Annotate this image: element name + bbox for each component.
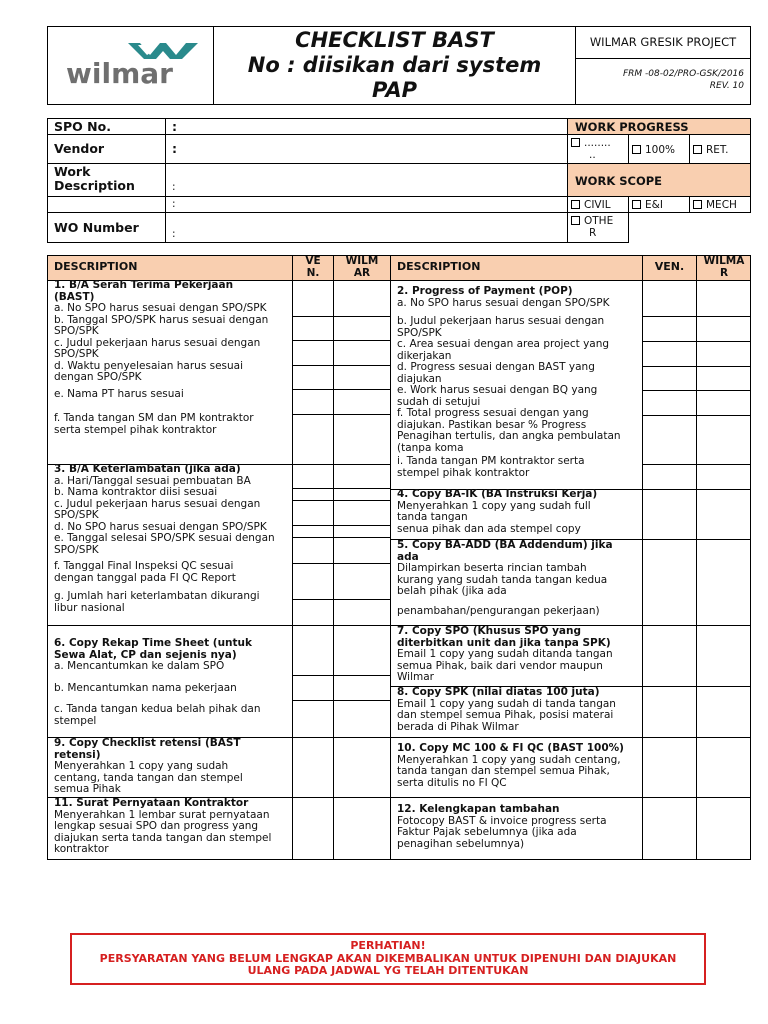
workdesc-colon: : xyxy=(172,181,176,193)
wilmar-header-left xyxy=(334,256,390,279)
vendor-label: Vendor xyxy=(47,134,166,164)
s8-title: 8. Copy SPK (nilai diatas 100 juta) xyxy=(397,686,600,698)
left-section-9 xyxy=(54,738,290,796)
right-section-4 xyxy=(397,489,641,535)
s5-text-4: penambahan/pengurangan pekerjaan) xyxy=(397,604,600,617)
s2-item-c-1: c. Area sesuai dengan area project yang xyxy=(397,338,610,350)
ven-header-left xyxy=(293,256,333,279)
wilmar-header-right xyxy=(697,256,751,279)
wilmar-header-right-1: WILMA xyxy=(703,255,745,267)
s11-text-3: diajukan serta tanda tangan dan stempel xyxy=(54,831,272,844)
left-section-1 xyxy=(54,280,290,436)
s9-title-2: retensi) xyxy=(54,748,101,761)
ws-ei-label: E&I xyxy=(645,199,663,211)
s9-title-1: 9. Copy Checklist retensi (BAST xyxy=(54,737,241,749)
right-section-12 xyxy=(397,804,641,850)
s2-title: 2. Progress of Payment (POP) xyxy=(397,285,573,297)
desc-header-left: DESCRIPTION xyxy=(54,260,138,273)
title-line-3: PAP xyxy=(371,78,418,102)
s1-item-c-1: c. Judul pekerjaan harus sesuai dengan xyxy=(54,336,261,349)
ws-other-label: OTHE xyxy=(584,215,614,227)
s1-item-d-2: dengan SPO/SPK xyxy=(54,371,142,383)
s4-text-2: tanda tangan xyxy=(397,511,468,523)
s1-item-d-1: d. Waktu penyelesaian harus sesuai xyxy=(54,359,244,372)
work-scope-header: WORK SCOPE xyxy=(567,163,751,197)
wp-partial-dots-2: .. xyxy=(589,148,596,161)
s3-item-e-2: SPO/SPK xyxy=(54,543,99,556)
s3-item-f-1: f. Tanggal Final Inspeksi QC sesuai xyxy=(54,560,234,572)
vendor-colon: : xyxy=(172,141,177,156)
s6-item-b: b. Mencantumkan nama pekerjaan xyxy=(54,681,237,694)
s2-item-b-1: b. Judul pekerjaan harus sesuai dengan xyxy=(397,315,605,327)
s11-text-2: lengkap sesuai SPO dan progress yang xyxy=(54,820,259,832)
s12-text-1: Fotocopy BAST & invoice progress serta xyxy=(397,814,607,827)
s5-text-2: kurang yang sudah tanda tangan kedua xyxy=(397,573,608,586)
s12-text-2: Faktur Pajak sebelumnya (jika ada xyxy=(397,826,577,838)
s11-text-4: kontraktor xyxy=(54,843,109,855)
notice-line-1: PERSYARATAN YANG BELUM LENGKAP AKAN DIKEMBALIKAN UNTUK DIPENUHI DAN DIAJUKAN xyxy=(99,951,677,965)
s6-item-c-1: c. Tanda tangan kedua belah pihak dan xyxy=(54,703,261,715)
s1-item-b-1: b. Tanggal SPO/SPK harus sesuai dengan xyxy=(54,313,269,326)
ws-mech-label: MECH xyxy=(706,199,737,211)
left-section-11 xyxy=(54,798,290,856)
ven-header-left-2: N. xyxy=(306,266,320,279)
s8-text-2: dan stempel semua Pihak, posisi materai xyxy=(397,709,614,721)
s2-item-f-1: f. Total progress sesuai dengan yang xyxy=(397,407,589,419)
s1-title-1: 1. B/A Serah Terima Pekerjaan xyxy=(54,279,234,291)
s6-item-a: a. Mencantumkan ke dalam SPO xyxy=(54,660,225,672)
s11-text-1: Menyerahkan 1 lembar surat pernyataan xyxy=(54,808,270,821)
s7-text-3: Wilmar xyxy=(397,671,434,683)
right-section-5 xyxy=(397,540,641,617)
s1-item-c-2: SPO/SPK xyxy=(54,348,99,360)
s8-text-3: berada di Pihak Wilmar xyxy=(397,720,519,733)
s5-text-3: belah pihak (jika ada xyxy=(397,585,507,597)
s1-item-f-1: f. Tanda tangan SM dan PM kontraktor xyxy=(54,412,254,424)
s9-text-1: Menyerahkan 1 copy yang sudah xyxy=(54,760,229,772)
s2-item-i-1: i. Tanda tangan PM kontraktor serta xyxy=(397,455,585,467)
s3-item-c-2: SPO/SPK xyxy=(54,509,99,521)
s2-item-f-2: diajukan. Pastikan besar % Progress xyxy=(397,418,587,431)
form-number: FRM -08-02/PRO-GSK/2016 xyxy=(622,69,744,79)
spo-colon: : xyxy=(172,119,177,134)
s9-text-2: centang, tanda tangan dan stempel xyxy=(54,771,243,784)
s3-title: 3. B/A Keterlambatan (jika ada) xyxy=(54,463,241,475)
s2-item-b-2: SPO/SPK xyxy=(397,326,442,339)
s10-text-3: serta ditulis no FI QC xyxy=(397,776,507,789)
s2-item-a: a. No SPO harus sesuai dengan SPO/SPK xyxy=(397,296,610,309)
s6-title-1: 6. Copy Rekap Time Sheet (untuk xyxy=(54,637,252,649)
wilmar-header-right-2: R xyxy=(719,266,729,279)
s5-title-2: ada xyxy=(397,550,419,563)
logo-text: wilmar xyxy=(66,57,173,90)
s8-text-1: Email 1 copy yang sudah di tanda tangan xyxy=(397,697,616,710)
right-section-2 xyxy=(397,286,641,479)
s2-item-d-1: d. Progress sesuai dengan BAST yang xyxy=(397,361,595,373)
s2-item-c-2: dikerjakan xyxy=(397,349,452,362)
s3-item-a: a. Hari/Tanggal sesuai pembuatan BA xyxy=(54,474,251,487)
wp-ret-label: RET. xyxy=(706,144,729,156)
right-section-7 xyxy=(397,626,641,684)
s7-title-2: diterbitkan unit dan jika tanpa SPK) xyxy=(397,636,611,649)
ws-other-label-2: R xyxy=(589,226,597,239)
title-line-2: No : diisikan dari system xyxy=(247,53,542,77)
wilmar-header-left-2: AR xyxy=(353,266,371,279)
s5-title-1: 5. Copy BA-ADD (BA Addendum) jika xyxy=(397,539,613,551)
spo-label: SPO No. xyxy=(47,118,166,135)
s4-title: 4. Copy BA-IK (BA Instruksi Kerja) xyxy=(397,488,598,500)
s1-title-2: (BAST) xyxy=(54,290,95,303)
left-section-3 xyxy=(54,464,290,614)
s3-item-g-1: g. Jumlah hari keterlambatan dikurangi xyxy=(54,590,260,602)
s4-text-1: Menyerahkan 1 copy yang sudah full xyxy=(397,499,591,512)
work-progress-header: WORK PROGRESS xyxy=(567,118,751,135)
s10-title: 10. Copy MC 100 & FI QC (BAST 100%) xyxy=(397,742,624,754)
s3-item-g-2: libur nasional xyxy=(54,601,125,614)
s7-text-2: semua Pihak, baik dari vendor maupun xyxy=(397,659,603,672)
ven-header-left-1: VE xyxy=(305,255,321,267)
s6-item-c-2: stempel xyxy=(54,714,97,727)
desc-header-right: DESCRIPTION xyxy=(397,260,481,273)
s12-title: 12. Kelengkapan tambahan xyxy=(397,803,560,815)
s1-item-e: e. Nama PT harus sesuai xyxy=(54,387,184,400)
wilmar-header-left-1: WILM xyxy=(345,255,379,267)
s3-item-f-2: dengan tanggal pada FI QC Report xyxy=(54,571,236,584)
s10-text-2: tanda tangan dan stempel semua Pihak, xyxy=(397,765,610,777)
notice-box xyxy=(70,933,706,985)
right-section-8 xyxy=(397,687,641,733)
s12-text-3: penagihan sebelumnya) xyxy=(397,837,525,850)
s4-text-3: senua pihak dan ada stempel copy xyxy=(397,522,581,535)
wp-partial-dots: ........ xyxy=(584,137,611,149)
wp-100-label: 100% xyxy=(645,144,676,156)
workdesc-label-2: Description xyxy=(54,178,135,193)
wo-label: WO Number xyxy=(47,212,166,243)
notice-title: PERHATIAN! xyxy=(350,939,426,952)
s2-item-e-1: e. Work harus sesuai dengan BQ yang xyxy=(397,384,598,396)
s2-item-e-2: sudah di setujui xyxy=(397,395,481,408)
notice-line-2: ULANG PADA JADWAL YG TELAH DITENTUKAN xyxy=(247,964,529,977)
revision: REV. 10 xyxy=(709,81,744,91)
left-section-6 xyxy=(54,638,290,727)
ven-header-right: VEN. xyxy=(654,260,685,273)
s7-text-1: Email 1 copy yang sudah ditanda tangan xyxy=(397,648,613,660)
s2-item-d-2: diajukan xyxy=(397,372,442,385)
s1-item-a: a. No SPO harus sesuai dengan SPO/SPK xyxy=(54,302,267,314)
s2-item-f-3: Penagihan tertulis, dan angka pembulatan xyxy=(397,430,621,442)
s11-title: 11. Surat Pernyataan Kontraktor xyxy=(54,797,249,809)
s2-item-i-2: stempel pihak kontraktor xyxy=(397,466,530,479)
project-name: WILMAR GRESIK PROJECT xyxy=(576,27,750,59)
s3-item-e-1: e. Tanggal selesai SPO/SPK sesuai dengan xyxy=(54,532,275,544)
ws-civil-label: CIVIL xyxy=(584,199,611,211)
s5-text-1: Dilampirkan beserta rincian tambah xyxy=(397,562,587,574)
s9-text-3: semua Pihak xyxy=(54,783,121,795)
s1-item-b-2: SPO/SPK xyxy=(54,325,99,337)
s2-item-f-4: (tanpa koma xyxy=(397,441,464,454)
s3-item-c-1: c. Judul pekerjaan harus sesuai dengan xyxy=(54,497,261,510)
title-line-1: CHECKLIST BAST xyxy=(295,28,494,52)
s3-item-d: d. No SPO harus sesuai dengan SPO/SPK xyxy=(54,520,267,533)
workdesc-label-1: Work xyxy=(54,164,91,179)
workdesc2-colon: : xyxy=(172,198,176,210)
s7-title-1: 7. Copy SPO (Khusus SPO yang xyxy=(397,625,582,637)
wo-colon: : xyxy=(172,228,176,240)
s1-item-f-2: serta stempel pihak kontraktor xyxy=(54,423,217,436)
s10-text-1: Menyerahkan 1 copy yang sudah centang, xyxy=(397,753,621,766)
right-section-10 xyxy=(397,743,641,789)
s6-title-2: Sewa Alat, CP dan sejenis nya) xyxy=(54,648,237,661)
s3-item-b: b. Nama kontraktor diisi sesuai xyxy=(54,486,218,498)
